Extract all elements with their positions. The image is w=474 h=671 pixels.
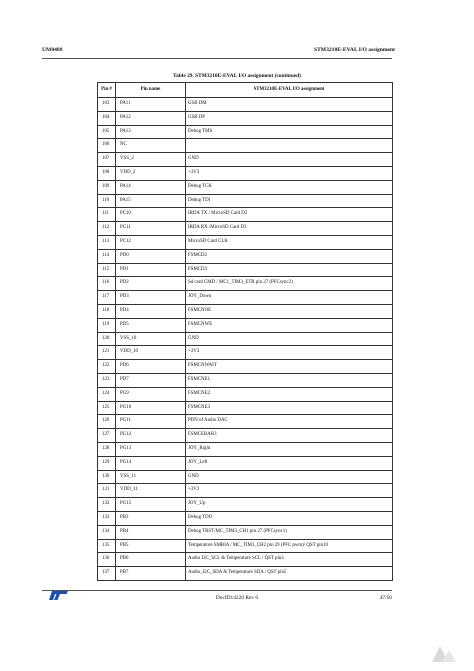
pin-number-cell: 127 <box>98 429 116 443</box>
io-assignment-cell: JOY_Up <box>186 498 393 512</box>
table-row <box>98 166 393 180</box>
table-row <box>98 332 393 346</box>
table-caption: Table 29. STM3210E-EVAL I/O assignment (continued) <box>173 73 301 79</box>
table-row <box>98 249 393 263</box>
pin-number-cell: 108 <box>98 166 116 180</box>
io-assignment-cell: Debug TRST/MC_TIM3_CH1 pin 27 (PFCsync1) <box>186 525 393 539</box>
io-assignment-cell: FSMCNE1 <box>186 373 393 387</box>
pin-number-cell: 126 <box>98 415 116 429</box>
table-row <box>98 304 393 318</box>
table-row <box>98 539 393 553</box>
pin-number-cell: 132 <box>98 498 116 512</box>
table-row <box>98 180 393 194</box>
pin-number-cell: 129 <box>98 456 116 470</box>
table-row <box>98 567 393 581</box>
pin-number-cell: 114 <box>98 249 116 263</box>
pin-number-cell: 136 <box>98 553 116 567</box>
pin-number-cell: 134 <box>98 525 116 539</box>
pin-number-cell: 104 <box>98 111 116 125</box>
io-assignment-cell: MicroSD Card CLK <box>186 235 393 249</box>
table-row <box>98 553 393 567</box>
pin-number-cell: 123 <box>98 373 116 387</box>
pin-name-cell: PB6 <box>116 553 186 567</box>
io-assignment-table <box>97 82 393 581</box>
table-row <box>98 484 393 498</box>
pin-number-cell: 103 <box>98 98 116 112</box>
pin-name-cell: PC12 <box>116 235 186 249</box>
io-assignment-cell: FSMCNE2 <box>186 387 393 401</box>
pin-name-cell: VSS_10 <box>116 332 186 346</box>
pin-number-cell: 125 <box>98 401 116 415</box>
io-assignment-cell: FSMCNWE <box>186 318 393 332</box>
io-assignment-cell <box>186 139 393 153</box>
pin-name-cell: PG13 <box>116 442 186 456</box>
pin-name-cell: VDD_2 <box>116 166 186 180</box>
table-row <box>98 346 393 360</box>
table-row <box>98 153 393 167</box>
pin-name-cell: VSS_2 <box>116 153 186 167</box>
pin-number-cell: 117 <box>98 291 116 305</box>
io-assignment-cell: USB DP <box>186 111 393 125</box>
pin-name-cell: PD7 <box>116 373 186 387</box>
pin-name-cell: PC11 <box>116 222 186 236</box>
pin-number-cell: 112 <box>98 222 116 236</box>
table-row <box>98 456 393 470</box>
pin-name-cell: PA12 <box>116 111 186 125</box>
pin-number-cell: 111 <box>98 208 116 222</box>
table-row <box>98 360 393 374</box>
io-assignment-cell: Audio I2C_SCL & Temperature SCL / QST pin3 <box>186 553 393 567</box>
io-assignment-cell: IRDA TX / MicroSD Card D2 <box>186 208 393 222</box>
pin-name-cell: PA11 <box>116 98 186 112</box>
header-section-title: STM3210E-EVAL I/O assignment <box>313 47 395 53</box>
table-row <box>98 125 393 139</box>
pin-number-cell: 121 <box>98 346 116 360</box>
pin-name-cell: VDD_10 <box>116 346 186 360</box>
pin-number-cell: 120 <box>98 332 116 346</box>
io-assignment-cell: JOY_Left <box>186 456 393 470</box>
table-row <box>98 429 393 443</box>
io-assignment-cell: FSMCNE3 <box>186 401 393 415</box>
pin-name-cell: PD0 <box>116 249 186 263</box>
io-assignment-cell: +3V3 <box>186 484 393 498</box>
pin-name-cell: PD5 <box>116 318 186 332</box>
pin-number-cell: 116 <box>98 277 116 291</box>
table-row <box>98 401 393 415</box>
pin-name-cell: VDD_11 <box>116 484 186 498</box>
pin-name-cell: PA14 <box>116 180 186 194</box>
watermark-icon <box>428 642 460 666</box>
io-assignment-cell: JOY_Down <box>186 291 393 305</box>
pin-name-cell: PB5 <box>116 539 186 553</box>
pin-name-cell: PG11 <box>116 415 186 429</box>
header-io-assignment: STM3210E-EVAL I/O assignment <box>186 83 393 98</box>
pin-number-cell: 106 <box>98 139 116 153</box>
pin-name-cell: PA13 <box>116 125 186 139</box>
table-row <box>98 111 393 125</box>
pin-number-cell: 131 <box>98 484 116 498</box>
pin-name-cell: VSS_11 <box>116 470 186 484</box>
footer-rule <box>42 590 392 591</box>
pin-name-cell: PG10 <box>116 401 186 415</box>
table-row <box>98 373 393 387</box>
io-assignment-cell: FSMCNOE <box>186 304 393 318</box>
table-row <box>98 511 393 525</box>
io-assignment-cell: GND <box>186 332 393 346</box>
table-row <box>98 442 393 456</box>
table-row <box>98 291 393 305</box>
table-row <box>98 470 393 484</box>
pin-number-cell: 130 <box>98 470 116 484</box>
io-assignment-cell: Temperature SMBIA / MC_TIM3_CH2 pin 29 (PFC pwm)/ QST pin10 <box>186 539 393 553</box>
io-assignment-cell: USB DM <box>186 98 393 112</box>
pin-name-cell: PD4 <box>116 304 186 318</box>
pin-number-cell: 122 <box>98 360 116 374</box>
header-rule <box>42 58 392 59</box>
footer-doc-id: DocID14220 Rev 6 <box>215 595 259 601</box>
io-assignment-cell: Debug TMS <box>186 125 393 139</box>
header-pin-name: Pin name <box>116 83 186 98</box>
header-pin-number: Pin # <box>98 83 116 98</box>
io-assignment-cell: FSMCNWAIT <box>186 360 393 374</box>
io-assignment-cell: GND <box>186 470 393 484</box>
pin-number-cell: 110 <box>98 194 116 208</box>
io-assignment-cell: IRDA RX /MicroSD Card D3 <box>186 222 393 236</box>
table-row <box>98 235 393 249</box>
io-assignment-cell: GND <box>186 153 393 167</box>
table-header-row <box>98 83 393 98</box>
pin-number-cell: 113 <box>98 235 116 249</box>
io-assignment-cell: Audio_I2C_SDA & Temperature SDA / QST pin5 <box>186 567 393 581</box>
io-assignment-cell: JOY_Right <box>186 442 393 456</box>
pin-name-cell: PG14 <box>116 456 186 470</box>
pin-number-cell: 115 <box>98 263 116 277</box>
table-row <box>98 387 393 401</box>
pin-name-cell: PA15 <box>116 194 186 208</box>
io-assignment-cell: +3V3 <box>186 166 393 180</box>
table-row <box>98 208 393 222</box>
pin-number-cell: 105 <box>98 125 116 139</box>
pin-number-cell: 124 <box>98 387 116 401</box>
io-assignment-cell: FSMCEBAR3 <box>186 429 393 443</box>
pin-name-cell: PB3 <box>116 511 186 525</box>
io-assignment-cell: FSMCD3 <box>186 263 393 277</box>
pin-name-cell: PG15 <box>116 498 186 512</box>
io-assignment-cell: Debug TDO <box>186 511 393 525</box>
pin-number-cell: 109 <box>98 180 116 194</box>
pin-number-cell: 118 <box>98 304 116 318</box>
pin-name-cell: PD2 <box>116 277 186 291</box>
table-row <box>98 263 393 277</box>
io-assignment-cell: Sd card CMD / MC1_TIM3_ETR pin 27 (PFCsync2) <box>186 277 393 291</box>
pin-name-cell: NC <box>116 139 186 153</box>
pin-name-cell: PD1 <box>116 263 186 277</box>
io-assignment-cell: FSMCD2 <box>186 249 393 263</box>
pin-name-cell: PG9 <box>116 387 186 401</box>
table-row <box>98 498 393 512</box>
header-doc-id: UM0488 <box>42 47 63 53</box>
table-row <box>98 194 393 208</box>
pin-number-cell: 128 <box>98 442 116 456</box>
pin-number-cell: 107 <box>98 153 116 167</box>
pin-number-cell: 133 <box>98 511 116 525</box>
table-row <box>98 277 393 291</box>
footer-page-number: 47/50 <box>379 595 392 601</box>
pin-number-cell: 137 <box>98 567 116 581</box>
table-row <box>98 318 393 332</box>
table-row <box>98 139 393 153</box>
pin-name-cell: PD3 <box>116 291 186 305</box>
pin-name-cell: PB4 <box>116 525 186 539</box>
io-assignment-cell: Debug TCK <box>186 180 393 194</box>
table-row <box>98 222 393 236</box>
table-row <box>98 415 393 429</box>
io-assignment-cell: PDN of Audio DAC <box>186 415 393 429</box>
table-row <box>98 525 393 539</box>
io-assignment-cell: +3V3 <box>186 346 393 360</box>
pin-number-cell: 119 <box>98 318 116 332</box>
pin-name-cell: PG12 <box>116 429 186 443</box>
pin-name-cell: PC10 <box>116 208 186 222</box>
pin-name-cell: PB7 <box>116 567 186 581</box>
pin-name-cell: PD6 <box>116 360 186 374</box>
io-assignment-cell: Debug TDI <box>186 194 393 208</box>
table-row <box>98 98 393 112</box>
pin-number-cell: 135 <box>98 539 116 553</box>
